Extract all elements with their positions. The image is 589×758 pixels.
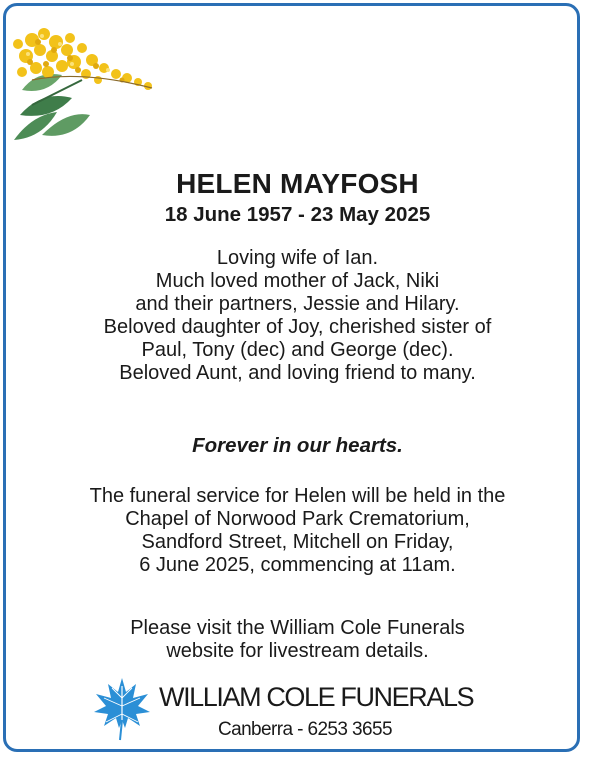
deceased-name: HELEN MAYFOSH: [176, 168, 419, 199]
life-dates: 18 June 1957 - 23 May 2025: [164, 203, 431, 226]
family-line: Loving wife of Ian.: [216, 247, 379, 269]
livestream-line: website for livestream details.: [166, 640, 429, 662]
family-line: Beloved daughter of Joy, cherished sister of: [103, 316, 492, 338]
family-line: Beloved Aunt, and loving friend to many.: [119, 362, 476, 384]
tribute-line: Forever in our hearts.: [192, 434, 403, 457]
family-line: Paul, Tony (dec) and George (dec).: [141, 339, 454, 361]
family-line: and their partners, Jessie and Hilary.: [135, 293, 460, 315]
death-notice: [3, 3, 580, 752]
funeral-home-phone: Canberra - 6253 3655: [218, 719, 392, 740]
service-details: [6, 485, 589, 577]
service-line: The funeral service for Helen will be held in the: [89, 485, 506, 507]
livestream-line: Please visit the William Cole Funerals: [130, 617, 465, 639]
family-message: [6, 247, 589, 385]
blue-maple-leaf-icon: [92, 676, 152, 742]
service-line: 6 June 2025, commencing at 11am.: [139, 554, 456, 576]
wattle-flower-icon: [12, 20, 162, 150]
service-line: Chapel of Norwood Park Crematorium,: [125, 508, 470, 530]
service-line: Sandford Street, Mitchell on Friday,: [141, 531, 454, 553]
funeral-home-name: WILLIAM COLE FUNERALS: [159, 682, 474, 712]
family-line: Much loved mother of Jack, Niki: [155, 270, 440, 292]
livestream-note: [6, 617, 589, 663]
